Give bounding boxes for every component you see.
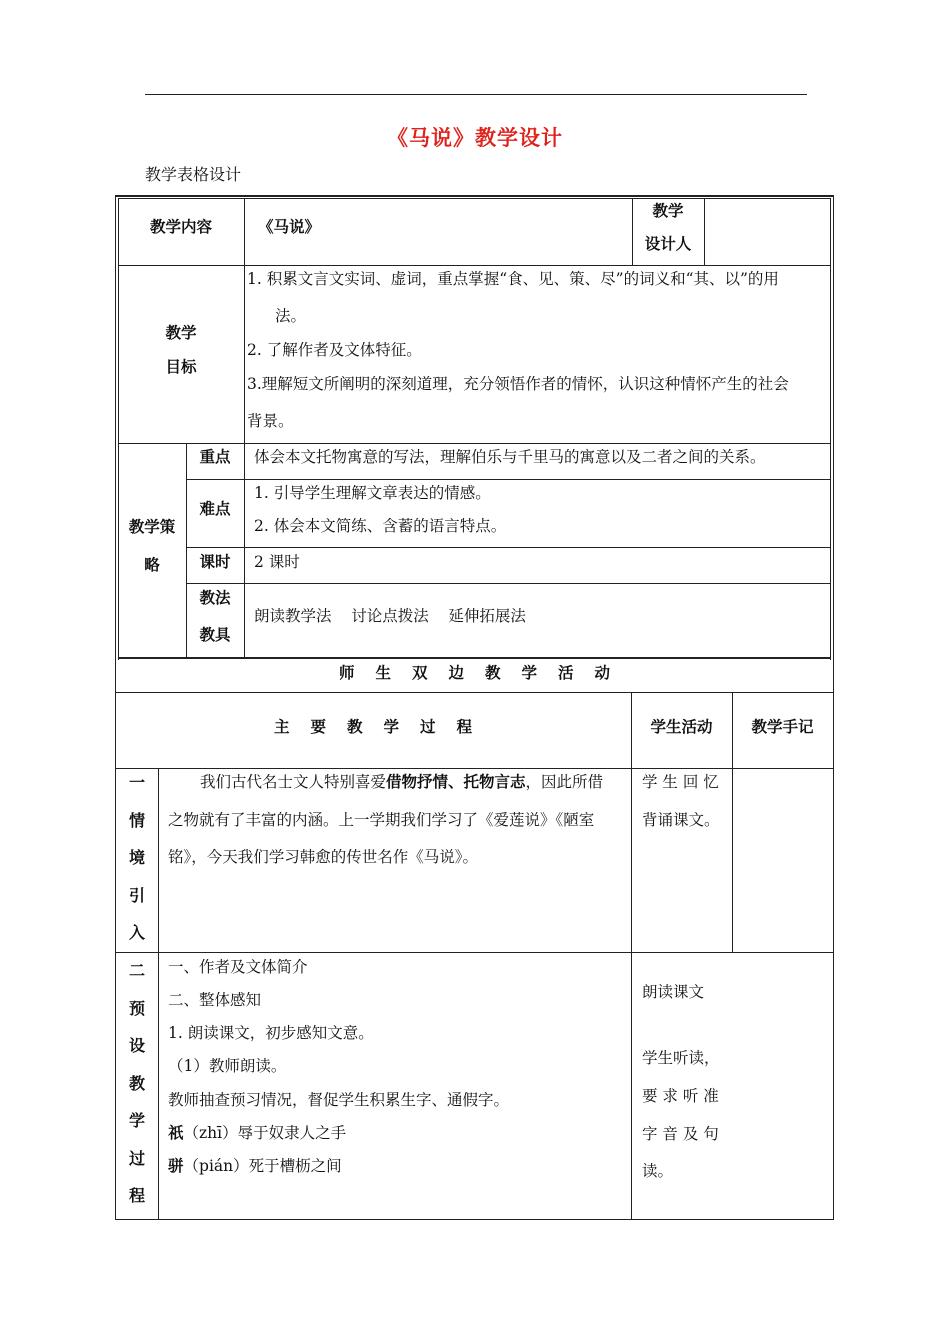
grid-line <box>118 657 830 659</box>
goal-item-1: 1. 积累文言文实词、虚词，重点掌握“食、见、策、尽”的词义和“其、以”的用 <box>247 270 779 288</box>
section2-line2: 二、整体感知 <box>168 991 262 1009</box>
difficulty-item-1: 1. 引导学生理解文章表达的情感。 <box>254 484 491 502</box>
section1-student-line1: 学 生 回 忆 <box>642 773 719 791</box>
grid-line <box>186 583 830 584</box>
goals-label-line1: 教学 <box>165 323 197 342</box>
strategy-label-line2: 略 <box>144 555 160 574</box>
section2-student-line4: 字 音 及 句 <box>642 1125 719 1143</box>
document-title: 《马说》教学设计 <box>387 125 563 150</box>
grid-line <box>244 443 245 657</box>
section2-label: 二 预 设 教 学 过 程 <box>128 961 145 1205</box>
grid-line <box>244 198 245 443</box>
activity-banner: 师生双边教学活动 <box>338 663 631 682</box>
grid-line <box>186 479 830 480</box>
difficulty-label: 难点 <box>199 499 231 518</box>
section2-student-line2: 学生听读， <box>642 1049 720 1067</box>
section1-label: 一 情 境 引 入 <box>128 773 145 942</box>
designer-label-line2: 设计人 <box>644 234 692 253</box>
goal-item-3-cont: 背景。 <box>247 412 294 430</box>
inner-frame-right <box>830 198 831 660</box>
grid-line <box>118 443 830 444</box>
content-value: 《马说》 <box>258 217 321 236</box>
section2-line1: 一、作者及文体简介 <box>168 958 308 976</box>
grid-line <box>704 198 705 265</box>
grid-line <box>631 692 632 1219</box>
vocab-item-2: 骈（pián）死于槽枥之间 <box>168 1156 342 1175</box>
inner-frame-left <box>118 198 119 660</box>
key-point-label: 重点 <box>199 447 231 466</box>
goal-item-3: 3.理解短文所阐明的深刻道理，充分领悟作者的情怀，认识这种情怀产生的社会 <box>247 375 789 393</box>
document-subtitle: 教学表格设计 <box>145 165 242 184</box>
header-rule <box>145 94 807 95</box>
grid-line <box>115 952 834 953</box>
section2-student-line5: 读。 <box>642 1162 674 1180</box>
method-label-line1: 教法 <box>199 588 231 607</box>
designer-label-line1: 教学 <box>652 201 684 220</box>
notes-column-header: 教学手记 <box>751 717 814 736</box>
section2-line4: （1）教师朗读。 <box>168 1057 287 1075</box>
section1-text-line3: 铭》，今天我们学习韩愈的传世名作《马说》。 <box>168 848 479 866</box>
method-label-line2: 教具 <box>199 625 231 644</box>
hours-value: 2 课时 <box>254 553 300 571</box>
section1-student-line2: 背诵课文。 <box>642 811 720 829</box>
key-point-value: 体会本文托物寓意的写法，理解伯乐与千里马的寓意以及二者之间的关系。 <box>254 448 766 466</box>
difficulty-item-2: 2. 体会本文简练、含蓄的语言特点。 <box>254 517 507 535</box>
section2-student-line3: 要 求 听 准 <box>642 1087 719 1105</box>
content-label: 教学内容 <box>149 217 212 236</box>
goal-item-2: 2. 了解作者及文体特征。 <box>247 341 422 359</box>
inner-frame-top <box>118 198 830 199</box>
goal-item-1-cont: 法。 <box>275 307 307 325</box>
grid-line <box>118 265 830 266</box>
table-top-border <box>115 195 834 197</box>
grid-line <box>186 547 830 548</box>
strategy-label-line1: 教学策 <box>128 517 176 536</box>
grid-line <box>115 692 834 693</box>
process-column-header: 主要教学过程 <box>273 717 493 736</box>
section1-text-line1: 我们古代名士文人特别喜爱借物抒情、托物言志，因此所借 <box>200 772 604 791</box>
section2-line5: 教师抽查预习情况，督促学生积累生字、通假字。 <box>168 1091 510 1109</box>
method-value: 朗读教学法 讨论点拨法 延伸拓展法 <box>254 607 526 625</box>
table-right-border <box>833 195 834 1220</box>
grid-line <box>158 768 159 1219</box>
section1-text-line2: 之物就有了丰富的内涵。上一学期我们学习了《爱莲说》《陋室 <box>168 811 595 829</box>
grid-line <box>115 768 834 769</box>
student-column-header: 学生活动 <box>650 717 713 736</box>
vocab-item-1: 祇（zhī）辱于奴隶人之手 <box>168 1123 347 1142</box>
table-left-border <box>115 195 116 1220</box>
section2-student-line1: 朗读课文 <box>642 983 705 1001</box>
grid-line <box>186 443 187 657</box>
goals-label-line2: 目标 <box>165 357 197 376</box>
hours-label: 课时 <box>199 552 231 571</box>
table-bottom-border <box>115 1219 834 1220</box>
section2-line3: 1. 朗读课文，初步感知文意。 <box>168 1024 374 1042</box>
